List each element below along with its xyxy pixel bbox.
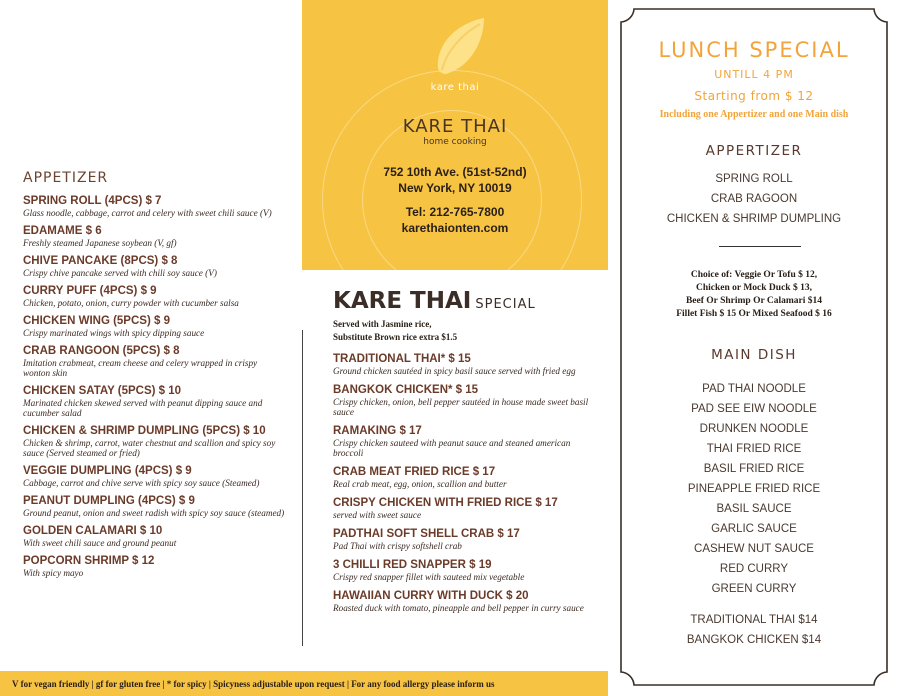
address bbox=[302, 164, 608, 196]
menu-item-name: BANGKOK CHICKEN* $ 15 bbox=[333, 384, 479, 396]
menu-item-description: Crispy red snapper fillet with sauteed mix vegetable bbox=[333, 572, 525, 582]
column-divider bbox=[302, 330, 303, 646]
special-title-brand: KARE THAI bbox=[333, 288, 472, 314]
lunch-extra-list bbox=[620, 610, 888, 650]
lunch-extra-item: TRADITIONAL THAI $14 bbox=[690, 614, 818, 626]
menu-item-name: SPRING ROLL (4PCS) $ 7 bbox=[23, 195, 162, 207]
menu-item bbox=[23, 314, 285, 338]
menu-item bbox=[333, 465, 595, 489]
menu-item bbox=[333, 558, 595, 582]
menu-item-description: served with sweet sauce bbox=[333, 510, 422, 520]
special-list bbox=[333, 352, 595, 613]
footer-legend: V for vegan friendly | gf for gluten free | * for spicy | Spicyness adjustable upon request | For any food allergy please inform us bbox=[12, 679, 495, 689]
menu-item bbox=[23, 344, 285, 378]
menu-item bbox=[333, 527, 595, 551]
lunch-main-item: PAD SEE EIW NOODLE bbox=[691, 403, 817, 415]
menu-item-name: CHICKEN SATAY (5PCS) $ 10 bbox=[23, 385, 182, 397]
footer-bar bbox=[0, 671, 608, 696]
phone-number: Tel: 212-765-7800 bbox=[405, 205, 505, 219]
lunch-appetizer-item: CRAB RAGOON bbox=[710, 193, 798, 205]
appetizer-heading: APPETIZER bbox=[23, 170, 109, 186]
lunch-main-item: GARLIC SAUCE bbox=[711, 523, 797, 535]
menu-item bbox=[23, 384, 285, 418]
menu-item-description: With spicy mayo bbox=[23, 568, 84, 578]
lunch-appetizer-heading: APPERTIZER bbox=[705, 143, 803, 159]
lunch-divider bbox=[719, 246, 801, 247]
special-note bbox=[333, 318, 595, 344]
menu-item-name: PEANUT DUMPLING (4PCS) $ 9 bbox=[23, 495, 195, 507]
menu-item bbox=[23, 424, 285, 458]
lunch-price: Starting from $ 12 bbox=[694, 89, 814, 103]
address-line-1: 752 10th Ave. (51st-52nd) bbox=[383, 165, 527, 179]
menu-item-name: CRISPY CHICKEN WITH FRIED RICE $ 17 bbox=[333, 497, 558, 509]
menu-item-name: TRADITIONAL THAI* $ 15 bbox=[333, 353, 471, 365]
special-title bbox=[333, 288, 595, 314]
menu-item-name: GOLDEN CALAMARI $ 10 bbox=[23, 525, 163, 537]
menu-item-description: Roasted duck with tomato, pineapple and bell pepper in curry sauce bbox=[333, 603, 584, 613]
menu-item-description: Crispy chive pancake served with chili soy sauce (V) bbox=[23, 268, 217, 278]
menu-item-name: VEGGIE DUMPLING (4PCS) $ 9 bbox=[23, 465, 192, 477]
menu-item bbox=[333, 496, 595, 520]
address-line-2: New York, NY 10019 bbox=[398, 181, 512, 195]
menu-item bbox=[23, 224, 285, 248]
menu-item bbox=[23, 524, 285, 548]
mango-logo-icon bbox=[432, 16, 492, 78]
contact bbox=[302, 204, 608, 236]
lunch-appetizer-list bbox=[620, 169, 888, 229]
menu-item-name: CHICKEN WING (5PCS) $ 9 bbox=[23, 315, 170, 327]
lunch-appetizer-item: CHICKEN & SHRIMP DUMPLING bbox=[666, 213, 842, 225]
menu-item bbox=[333, 352, 595, 376]
lunch-main-item: GREEN CURRY bbox=[711, 583, 797, 595]
menu-item-description: Ground peanut, onion and sweet radish with spicy soy sauce (steamed) bbox=[23, 508, 285, 518]
menu-item-description: Glass noodle, cabbage, carrot and celery with sweet chili sauce (V) bbox=[23, 208, 272, 218]
menu-item bbox=[333, 424, 595, 458]
lunch-main-item: PAD THAI NOODLE bbox=[702, 383, 806, 395]
special-note-line-1: Served with Jasmine rice, bbox=[333, 319, 432, 329]
lunch-special-panel bbox=[620, 8, 888, 686]
lunch-extra-item: BANGKOK CHICKEN $14 bbox=[686, 634, 822, 646]
menu-item-name: RAMAKING $ 17 bbox=[333, 425, 422, 437]
lunch-choice-line: Choice of: Veggie Or Tofu $ 12, bbox=[690, 270, 818, 280]
menu-item bbox=[23, 554, 285, 578]
menu-item-description: Chicken & shrimp, carrot, water chestnut and scallion and spicy soy sauce (Served steamed or fried) bbox=[23, 438, 276, 458]
menu-item-description: Marinated chicken skewed served with peanut dipping sauce and cucumber salad bbox=[23, 398, 263, 418]
menu-item-description: Imitation crabmeat, cream cheese and celery wrapped in crispy wonton skin bbox=[23, 358, 258, 378]
lunch-main-item: DRUNKEN NOODLE bbox=[699, 423, 809, 435]
menu-item bbox=[23, 494, 285, 518]
menu-item-name: HAWAIIAN CURRY WITH DUCK $ 20 bbox=[333, 590, 529, 602]
menu-item-name: EDAMAME $ 6 bbox=[23, 225, 102, 237]
special-section bbox=[333, 288, 595, 620]
brand-tagline: home cooking bbox=[423, 137, 487, 147]
menu-item-description: With sweet chili sauce and ground peanut bbox=[23, 538, 177, 548]
menu-item-name: 3 CHILLI RED SNAPPER $ 19 bbox=[333, 559, 492, 571]
lunch-main-item: PINEAPPLE FRIED RICE bbox=[687, 483, 821, 495]
website-link[interactable]: karethaionten.com bbox=[401, 221, 509, 235]
menu-item bbox=[333, 589, 595, 613]
menu-item-description: Crispy chicken sauteed with peanut sauce and steaned american broccoli bbox=[333, 438, 571, 458]
menu-item bbox=[23, 254, 285, 278]
menu-item-name: CHICKEN & SHRIMP DUMPLING (5PCS) $ 10 bbox=[23, 425, 266, 437]
menu-item-description: Crispy chicken, onion, bell pepper sautéed in house made sweet basil sauce bbox=[333, 397, 589, 417]
menu-item-name: CHIVE PANCAKE (8PCS) $ 8 bbox=[23, 255, 178, 267]
menu-item-name: POPCORN SHRIMP $ 12 bbox=[23, 555, 155, 567]
menu-item bbox=[23, 194, 285, 218]
lunch-choice-line: Chicken or Mock Duck $ 13, bbox=[696, 283, 812, 293]
lunch-main-item: RED CURRY bbox=[719, 563, 789, 575]
brand-header bbox=[302, 0, 608, 270]
lunch-appetizer-item: SPRING ROLL bbox=[715, 173, 793, 185]
lunch-main-item: THAI FRIED RICE bbox=[706, 443, 802, 455]
menu-item bbox=[23, 284, 285, 308]
lunch-main-heading: MAIN DISH bbox=[711, 347, 797, 363]
menu-item-name: CRAB RANGOON (5PCS) $ 8 bbox=[23, 345, 180, 357]
brand-small-name: kare thai bbox=[430, 82, 480, 93]
lunch-main-list bbox=[620, 379, 888, 599]
lunch-choices bbox=[620, 269, 888, 321]
special-note-line-2: Substitute Brown rice extra $1.5 bbox=[333, 332, 458, 342]
lunch-title: LUNCH SPECIAL bbox=[658, 38, 850, 62]
menu-item-name: PADTHAI SOFT SHELL CRAB $ 17 bbox=[333, 528, 520, 540]
lunch-choice-line: Beef Or Shrimp Or Calamari $14 bbox=[685, 296, 823, 306]
menu-item-description: Crispy marinated wings with spicy dipping sauce bbox=[23, 328, 205, 338]
menu-item-name: CRAB MEAT FRIED RICE $ 17 bbox=[333, 466, 496, 478]
menu-item-description: Pad Thai with crispy softshell crab bbox=[333, 541, 462, 551]
menu-item-description: Freshly steamed Japanese soybean (V, gf) bbox=[23, 238, 177, 248]
menu-item-description: Real crab meat, egg, onion, scallion and butter bbox=[333, 479, 507, 489]
appetizer-list bbox=[23, 194, 285, 578]
menu-item bbox=[23, 464, 285, 488]
brand-name: KARE THAI bbox=[402, 116, 508, 137]
menu-item-description: Ground chicken sautéed in spicy basil sauce served with fried egg bbox=[333, 366, 576, 376]
menu-item-name: CURRY PUFF (4PCS) $ 9 bbox=[23, 285, 157, 297]
lunch-main-item: BASIL FRIED RICE bbox=[703, 463, 805, 475]
lunch-includes: Including one Appertizer and one Main dish bbox=[659, 109, 849, 120]
appetizer-section bbox=[23, 170, 285, 584]
lunch-choice-line: Fillet Fish $ 15 Or Mixed Seafood $ 16 bbox=[676, 309, 832, 319]
menu-item-description: Cabbage, carrot and chive serve with spicy soy sauce (Steamed) bbox=[23, 478, 260, 488]
lunch-main-item: BASIL SAUCE bbox=[716, 503, 792, 515]
special-title-word: SPECIAL bbox=[475, 297, 536, 312]
lunch-hours: UNTILL 4 PM bbox=[714, 68, 794, 81]
lunch-main-item: CASHEW NUT SAUCE bbox=[694, 543, 814, 555]
menu-item bbox=[333, 383, 595, 417]
menu-item-description: Chicken, potato, onion, curry powder with cucumber salsa bbox=[23, 298, 239, 308]
